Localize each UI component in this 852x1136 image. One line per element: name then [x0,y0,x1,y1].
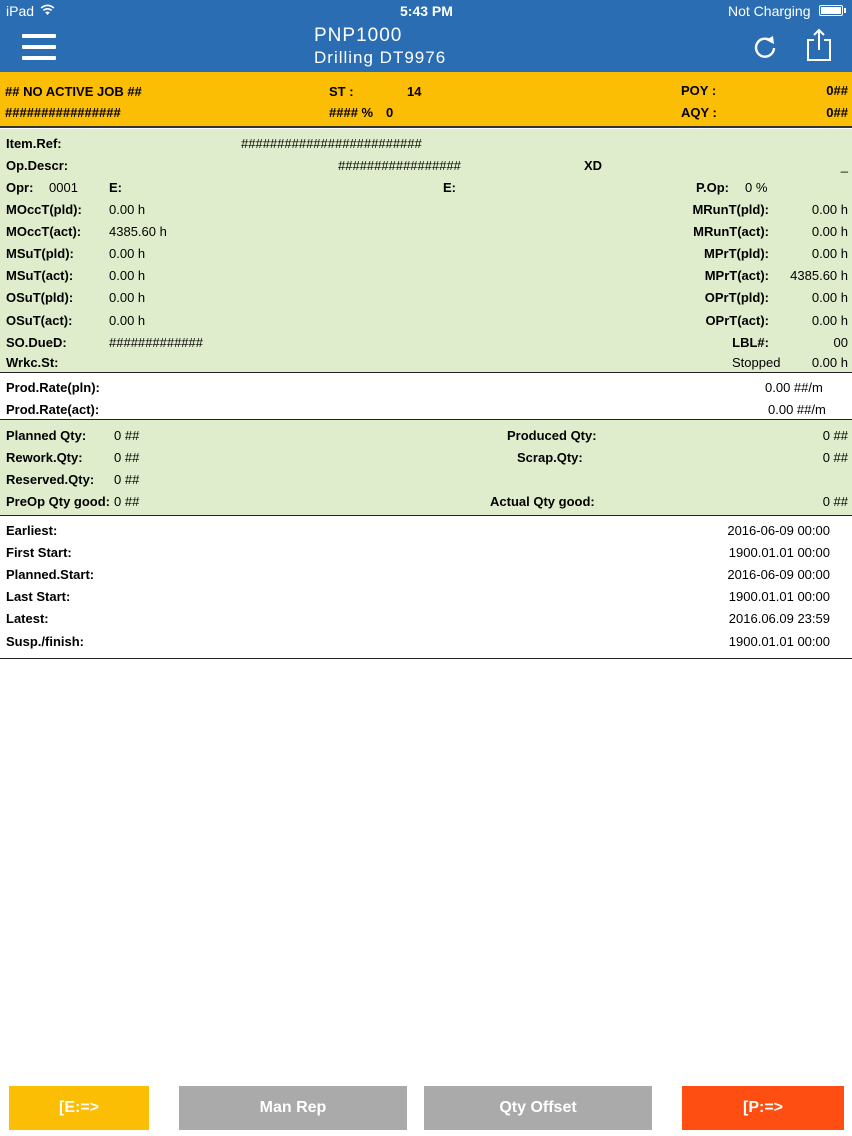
page-subtitle: Drilling DT9976 [314,48,447,67]
pop-value: 0 % [745,180,768,195]
date-label: First Start: [6,545,72,560]
battery-tip [844,8,846,13]
wrkc-label: Wrkc.St: [6,355,59,370]
date-label: Susp./finish: [6,634,84,649]
planned-qty-label: Planned Qty: [6,428,87,443]
wrkc-value: 0.00 h [811,355,848,370]
op-descr-dash: _ [840,158,848,173]
e-label-1: E: [109,180,122,195]
divider [0,372,852,373]
reserved-qty-label: Reserved.Qty: [6,472,95,487]
refresh-icon[interactable] [752,34,778,60]
job-status-bar [0,72,852,128]
time-right-label: OPrT(pld): [704,290,769,305]
p-button[interactable]: [P:=> [682,1086,844,1130]
scrap-qty-label: Scrap.Qty: [517,450,583,465]
st-label: ST : [329,84,354,99]
lbl-value: 00 [833,335,848,350]
time-right-label: MPrT(act): [704,268,769,283]
time-left-value: 4385.60 h [109,224,167,239]
job-hash: ################ [5,105,121,120]
wifi-icon [40,4,55,16]
time-left-label: MSuT(act): [6,268,74,283]
date-value: 1900.01.01 00:00 [728,589,830,604]
prod-rate-pln-value: 0.00 ##/m [765,380,823,395]
prod-rate-pln-label: Prod.Rate(pln): [6,380,100,395]
time-left-value: 0.00 h [109,313,146,328]
aqy-value: 0## [826,105,848,120]
page-title: PNP1000 [314,25,403,46]
produced-qty-label: Produced Qty: [507,428,597,443]
qty-offset-button[interactable]: Qty Offset [424,1086,652,1130]
time-left-value: 0.00 h [109,290,146,305]
poy-label: POY : [681,83,717,98]
date-value: 1900.01.01 00:00 [728,545,830,560]
divider [0,515,852,516]
time-right-value: 0.00 h [811,224,848,239]
time-right-label: MRunT(act): [693,224,769,239]
man-rep-button[interactable]: Man Rep [179,1086,407,1130]
preop-qty-value: 0 ## [114,494,140,509]
reserved-qty-value: 0 ## [114,472,140,487]
time-left-label: MOccT(act): [6,224,82,239]
time-left-value: 0.00 h [109,246,146,261]
job-status: ## NO ACTIVE JOB ## [5,84,142,99]
wrkc-state: Stopped [732,355,781,370]
device-name: iPad [6,3,35,19]
lbl-label: LBL#: [732,335,769,350]
app-header [0,0,852,72]
produced-qty-value: 0 ## [822,428,848,443]
scrap-qty-value: 0 ## [822,450,848,465]
item-ref-value: ######################### [241,136,422,151]
battery-icon [819,5,843,16]
actual-qty-value: 0 ## [822,494,848,509]
status-bar [0,0,852,22]
time-right-value: 0.00 h [811,202,848,217]
time-left-label: OSuT(act): [6,313,73,328]
time-right-value: 0.00 h [811,290,848,305]
time-left-value: 0.00 h [109,202,146,217]
op-descr-value: ################# [338,158,461,173]
item-ref-label: Item.Ref: [6,136,62,151]
hamburger-menu-icon[interactable] [22,34,56,60]
date-label: Latest: [6,611,49,626]
op-descr-xd: XD [584,158,603,173]
opr-label: Opr: [6,180,34,195]
divider [0,658,852,659]
op-descr-label: Op.Descr: [6,158,69,173]
time-right-label: MRunT(pld): [692,202,769,217]
date-value: 2016-06-09 00:00 [727,523,830,538]
time-left-label: MOccT(pld): [6,202,82,217]
rework-qty-value: 0 ## [114,450,140,465]
time-right-label: OPrT(act): [705,313,769,328]
time-right-label: MPrT(pld): [704,246,769,261]
prod-rate-act-label: Prod.Rate(act): [6,402,100,417]
percent-text: #### % [329,105,374,120]
time-right-value: 4385.60 h [790,268,848,283]
aqy-label: AQY : [681,105,717,120]
pop-label: P.Op: [696,180,729,195]
date-value: 1900.01.01 00:00 [728,634,830,649]
status-time: 5:43 PM [400,3,453,19]
poy-value: 0## [826,83,848,98]
time-left-label: MSuT(pld): [6,246,74,261]
so-dued-label: SO.DueD: [6,335,67,350]
time-left-label: OSuT(pld): [6,290,74,305]
date-label: Planned.Start: [6,567,95,582]
preop-qty-label: PreOp Qty good: [6,494,110,509]
date-value: 2016.06.09 23:59 [728,611,830,626]
opr-value: 0001 [49,180,78,195]
rework-qty-label: Rework.Qty: [6,450,83,465]
date-value: 2016-06-09 00:00 [727,567,830,582]
battery-text: Not Charging [728,3,811,19]
share-icon[interactable] [806,28,832,62]
actual-qty-label: Actual Qty good: [490,494,595,509]
e-button[interactable]: [E:=> [9,1086,149,1130]
st-value: 14 [407,84,422,99]
time-left-value: 0.00 h [109,268,146,283]
percent-value: 0 [386,105,394,120]
date-label: Earliest: [6,523,58,538]
so-dued-value: ############# [109,335,203,350]
time-right-value: 0.00 h [811,246,848,261]
date-label: Last Start: [6,589,71,604]
prod-rate-act-value: 0.00 ##/m [768,402,826,417]
planned-qty-value: 0 ## [114,428,140,443]
time-right-value: 0.00 h [811,313,848,328]
e-label-2: E: [443,180,456,195]
